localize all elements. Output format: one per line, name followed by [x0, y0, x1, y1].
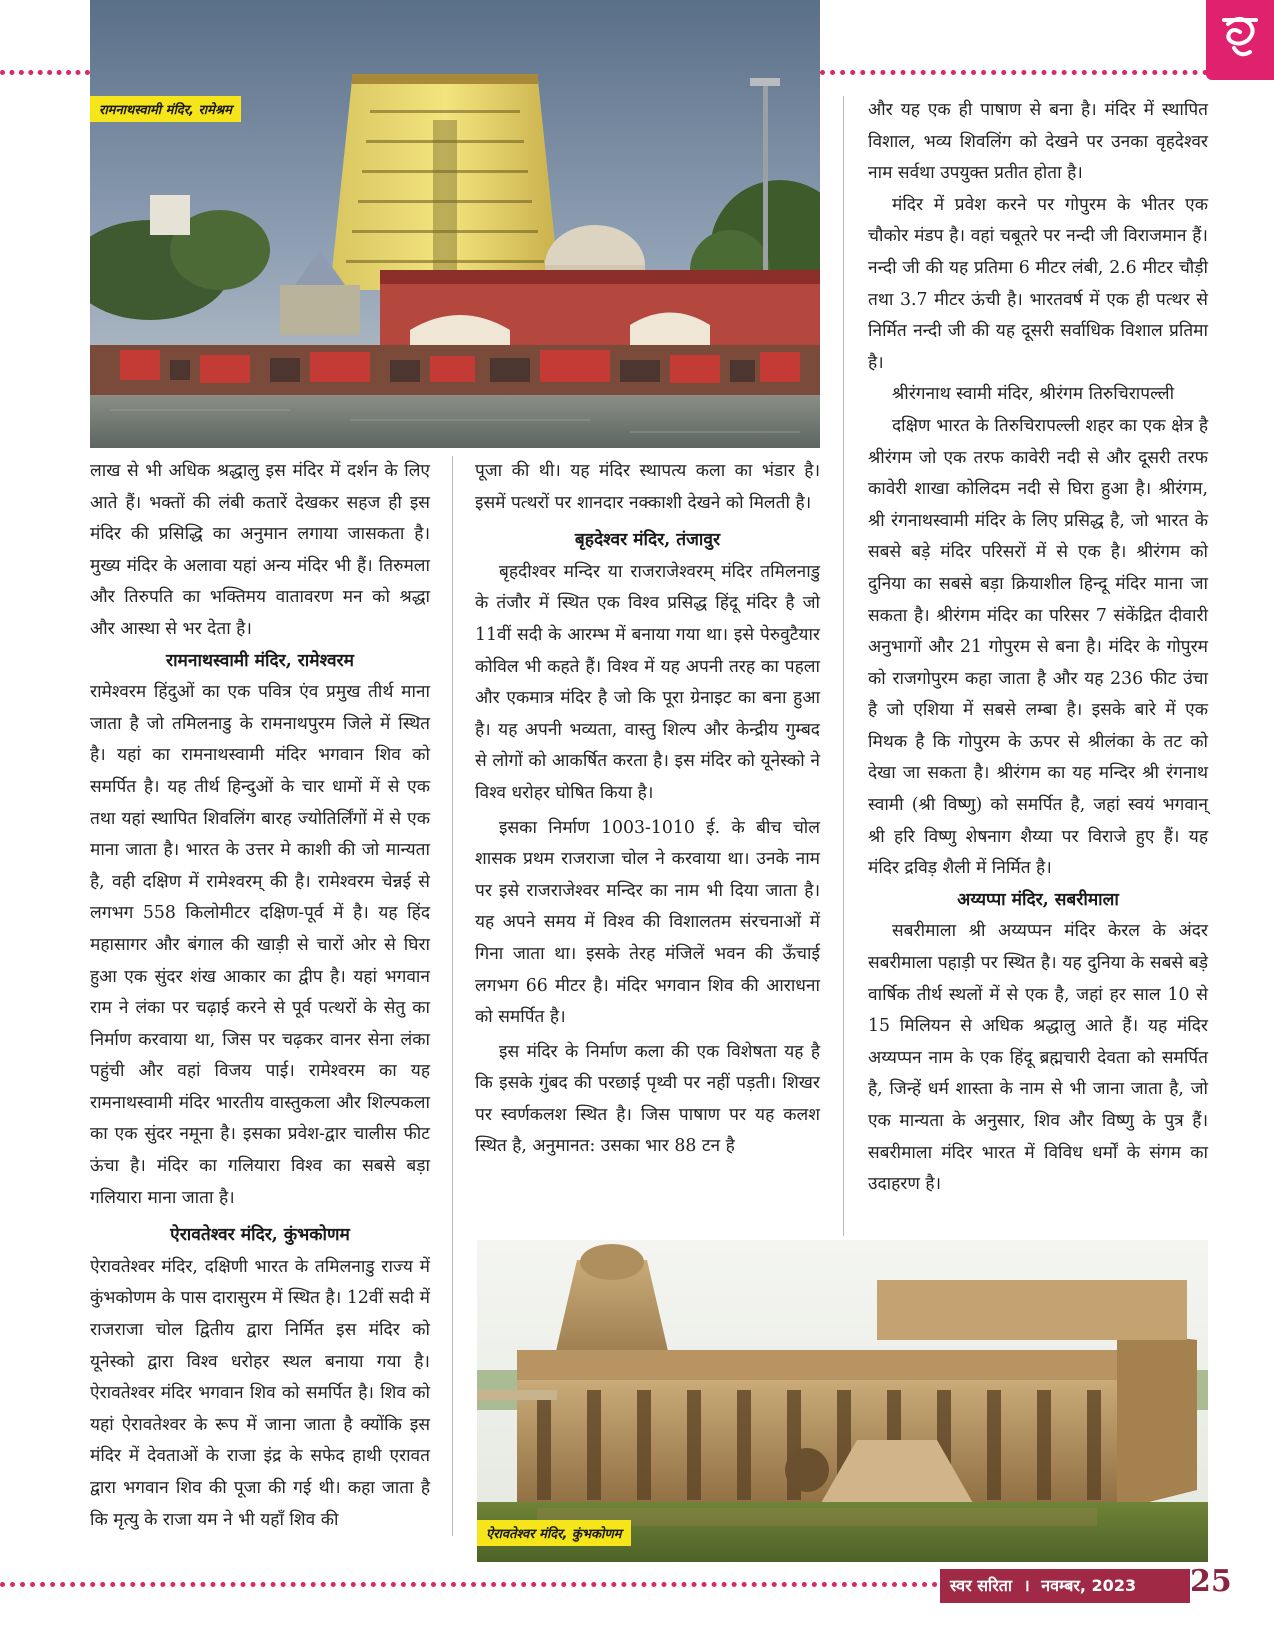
column-divider-2: [843, 96, 844, 1236]
col2-paragraph-3: इसका निर्माण 1003-1010 ई. के बीच चोल शासक प्रथम राजराजा चोल ने करवाया था। उनके नाम पर इसे राजराजेश्वर मन्दिर का नाम भी दिया जाता है। यह अपने समय में विश्व की विशालतम संरचनाओं में गिना जाता था। इसके तेरह मंजिलें भवन की ऊँचाई लगभग 66 मीटर है। मंदिर भगवान शिव की आराधना को समर्पित है।: [475, 817, 820, 1028]
column-1: [90, 456, 430, 1536]
col2-paragraph-2: बृहदीश्वर मन्दिर या राजराजेश्वरम् मंदिर तमिलनाडु के तंजौर में स्थित एक विश्व प्रसिद्ध हिंदू मंदिर है जो 11वीं सदी के आरम्भ में बनाया गया था। इसे पेरुवुटैयार कोविल भी कहते हैं। विश्व में यह अपनी तरह का पहला और एकमात्र मंदिर है जो कि पूरा ग्रेनाइट का बना हुआ है। यह अपनी भव्यता, वास्तु शिल्प और केन्द्रीय गुम्बद से लोगों को आकर्षित करता है। इस मंदिर को यूनेस्को ने विश्व धरोहर घोषित किया है।: [475, 561, 820, 803]
column-divider-1: [452, 456, 453, 1536]
top-temple-photo: [90, 0, 820, 448]
col3-paragraph-1: और यह एक ही पाषाण से बना है। मंदिर में स्थापित विशाल, भव्य शिवलिंग को देखने पर उनका वृहदेश्वर नाम सर्वथा उपयुक्त प्रतीत होता है।: [868, 100, 1208, 184]
heading-brihadeeswarar: बृहदेश्वर मंदिर, तंजावुर: [574, 530, 721, 551]
footer-issue-date: नवम्बर, 2023: [1041, 1576, 1137, 1595]
magazine-logo-icon: [1220, 12, 1260, 68]
magazine-logo-badge: [1206, 0, 1274, 80]
bottom-temple-photo: [477, 1240, 1208, 1562]
col3-subheading-srirangam: श्रीरंगनाथ स्वामी मंदिर, श्रीरंगम तिरुचिरापल्ली: [892, 384, 1175, 405]
col3-paragraph-2: मंदिर में प्रवेश करने पर गोपुरम के भीतर एक चौकोर मंडप है। वहां चबूतरे पर नन्दी जी विराजमान हैं। नन्दी जी की यह प्रतिमा 6 मीटर लंबी, 2.6 मीटर चौड़ी तथा 3.7 मीटर ऊंची है। भारतवर्ष में एक ही पत्थर से निर्मित नन्दी जी की यह दूसरी सर्वाधिक विशाल प्रतिमा है।: [868, 194, 1208, 373]
col1-paragraph-1: लाख से भी अधिक श्रद्धालु इस मंदिर में दर्शन के लिए आते हैं। भक्तों की लंबी कतारें देखकर सहज ही इस मंदिर की प्रसिद्धि का अनुमान लगाया जासकता है। मुख्य मंदिर के अलावा यहां अन्य मंदिर भी हैं। तिरुमला और तिरुपति का भक्तिमय वातावरण मन को श्रद्धा और आस्था से भर देता है।: [90, 461, 430, 639]
bottom-photo-caption: ऐरावतेश्वर मंदिर, कुंभकोणम: [477, 1520, 631, 1546]
bottom-dotted-rule: [0, 1582, 938, 1587]
col3-paragraph-3: दक्षिण भारत के तिरुचिरापल्ली शहर का एक क्षेत्र है श्रीरंगम जो एक तरफ कावेरी नदी से और दूसरी तरफ कावेरी शाखा कोलिदम नदी से घिरा हुआ है। श्रीरंगम, श्री रंगनाथस्वामी मंदिर के लिए प्रसिद्ध है, जो भारत के सबसे बड़े मंदिर परिसरों में से एक है। श्रीरंगम को दुनिया का सबसे बड़ा क्रियाशील हिन्दू मंदिर माना जा सकता है। श्रीरंगम मंदिर का परिसर 7 संकेंद्रित दीवारी अनुभागों और 21 गोपुरम से बना है। मंदिर के गोपुरम को राजगोपुरम कहा जाता है और यह 236 फीट उंचा है जो एशिया में सबसे लम्बा है। इसके बारे में एक मिथक है कि गोपुरम के ऊपर से श्रीलंका के तट को देखा जा सकता है। श्रीरंगम का यह मन्दिर श्री रंगनाथ स्वामी (श्री विष्णु) को समर्पित है, जहां स्वयं भगवान् श्री हरि विष्णु शेषनाग शैय्या पर विराजे हुए हैं। यह मंदिर द्रविड़ शैली में निर्मित है।: [868, 415, 1208, 879]
col1-paragraph-2: रामेश्वरम हिंदुओं का एक पवित्र एंव प्रमुख तीर्थ माना जाता है जो तमिलनाडु के रामनाथपुरम जिले में स्थित है। यहां का रामनाथस्वामी मंदिर भगवान शिव को समर्पित है। यह तीर्थ हिन्दुओं के चार धामों में से एक तथा यहां स्थापित शिवलिंग बारह ज्योतिर्लिंगों में से एक माना जाता है। भारत के उत्तर मे काशी की जो मान्यता है, वही दक्षिण में रामेश्वरम् की है। रामेश्वरम चेन्नई से लगभग 558 किलोमीटर दक्षिण-पूर्व में है। यह हिंद महासागर और बंगाल की खाड़ी से चारों ओर से घिरा हुआ एक सुंदर शंख आकार का द्वीप है। यहां भगवान राम ने लंका पर चढ़ाई करने से पूर्व पत्थरों के सेतु का निर्माण करवाया था, जिस पर चढ़कर वानर सेना लंका पहुंची और वहां विजय पाई। रामेश्वरम का यह रामनाथस्वामी मंदिर भारतीय वास्तुकला और शिल्पकला का एक सुंदर नमूना है। इसका प्रवेश-द्वार चालीस फीट ऊंचा है। मंदिर का गलियारा विश्व का सबसे बड़ा गलियारा माना जाता है।: [90, 682, 430, 1208]
heading-ayyappa: अय्यप्पा मंदिर, सबरीमाला: [957, 889, 1119, 910]
column-3: [868, 95, 1208, 1201]
top-dotted-rule-left: [0, 70, 90, 75]
col2-paragraph-4: इस मंदिर के निर्माण कला की एक विशेषता यह है कि इसके गुंबद की परछाई पृथ्वी पर नहीं पड़ती। शिखर पर स्वर्णकलश स्थित है। जिस पाषाण पर यह कलश स्थित है, अनुमानत: उसका भार 88 टन है: [475, 1041, 820, 1157]
heading-airavatesvara: ऐरावतेश्वर मंदिर, कुंभकोणम: [170, 1225, 350, 1246]
heading-ramanathaswamy: रामनाथस्वामी मंदिर, रामेश्वरम: [166, 650, 354, 671]
col3-paragraph-4: सबरीमाला श्री अय्यप्पन मंदिर केरल के अंदर सबरीमाला पहाड़ी पर स्थित है। यह दुनिया के सबसे बड़े वार्षिक तीर्थ स्थलों में से एक है, जहां हर साल 10 से 15 मिलियन से अधिक श्रद्धालु आते हैं। यह मंदिर अय्यप्पन नाम के एक हिंदू ब्रह्मचारी देवता को समर्पित है, जिन्हें धर्म शास्ता के नाम से भी जाना जाता है, जो एक मान्यता के अनुसार, शिव और विष्णु के पुत्र हैं। सबरीमाला मंदिर भारत में विविध धर्मों के संगम का उदाहरण है।: [868, 921, 1208, 1195]
footer-magazine-name: स्वर सरिता: [950, 1576, 1013, 1595]
top-photo-caption: रामनाथस्वामी मंदिर, रामेश्रम: [90, 96, 241, 122]
footer-bar: [940, 1569, 1190, 1603]
col2-paragraph-1: पूजा की थी। यह मंदिर स्थापत्य कला का भंडार है। इसमें पत्थरों पर शानदार नक्काशी देखने को मिलती है।: [475, 461, 820, 513]
col1-paragraph-3: ऐरावतेश्वर मंदिर, दक्षिणी भारत के तमिलनाडु राज्य में कुंभकोणम के पास दारासुरम में स्थित है। 12वीं सदी में राजराजा चोल द्वितीय द्वारा निर्मित इस मंदिर को यूनेस्को द्वारा विश्व धरोहर स्थल बनाया गया है। ऐरावतेश्वर मंदिर भगवान शिव को समर्पित है। शिव को यहां ऐरावतेश्वर के रूप में जाना जाता है क्योंकि इस मंदिर में देवताओं के राजा इंद्र के सफेद हाथी एरावत द्वारा भगवान शिव की पूजा की गई थी। कहा जाता है कि मृत्यु के राजा यम ने भी यहाँ शिव की: [90, 1256, 430, 1530]
footer-separator: ।: [1023, 1576, 1030, 1595]
top-dotted-rule-right: [820, 70, 1208, 75]
page-number: 25: [1190, 1564, 1232, 1599]
column-2: [475, 456, 820, 1163]
